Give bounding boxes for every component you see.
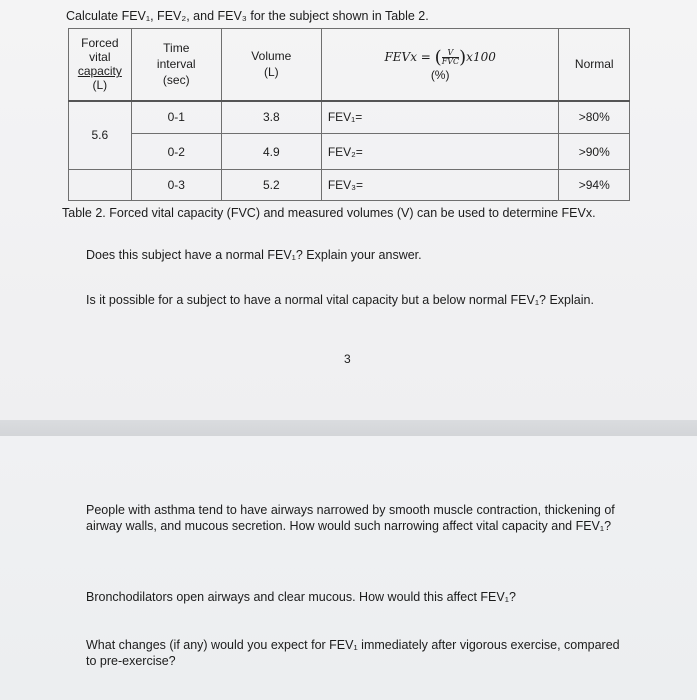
- table-row: [69, 101, 630, 134]
- header-interval-line3: (sec): [162, 73, 190, 88]
- fvc-table: [68, 28, 630, 201]
- header-fvc-line1: Forced: [81, 36, 119, 51]
- header-fvc: [69, 29, 132, 101]
- header-interval-line1: Time: [163, 41, 190, 56]
- header-interval: [131, 29, 221, 101]
- page-gap: [0, 420, 697, 436]
- fev-formula: FEVx = ( $\frac{V}{\text{FVC}}$ )x100: [384, 46, 496, 68]
- question-fev1-normal: Does this subject have a normal FEV₁? Explain your answer.: [86, 248, 422, 262]
- fev-answer-cell[interactable]: FEV₂=: [321, 134, 559, 170]
- header-volume: [221, 29, 321, 101]
- question-bronchodilators: Bronchodilators open airways and clear mucous. How would this affect FEV₁?: [86, 590, 516, 604]
- fvc-empty-cell: [69, 170, 132, 201]
- formula-fraction: [442, 49, 459, 66]
- table-row: [69, 134, 630, 170]
- header-fvc-line4: (L): [92, 78, 108, 93]
- question-exercise: What changes (if any) would you expect for FEV₁ immediately after vigorous exercise, compared to pre-exercise?: [86, 638, 620, 668]
- formula-numerator: V: [442, 49, 459, 58]
- fev-answer-cell[interactable]: FEV₁=: [321, 101, 559, 134]
- table-row: [69, 170, 630, 201]
- page-number: 3: [344, 352, 351, 366]
- header-interval-line2: interval: [156, 57, 196, 72]
- volume-cell: 3.8: [221, 101, 321, 134]
- table-caption: Table 2. Forced vital capacity (FVC) and measured volumes (V) can be used to determine FEVx.: [62, 206, 596, 220]
- formula-unit: (%): [430, 67, 450, 82]
- fvc-value-cell: 5.6: [69, 101, 132, 170]
- instruction-text: Calculate FEV₁, FEV₂, and FEV₃ for the subject shown in Table 2.: [66, 9, 429, 23]
- interval-cell: 0-3: [131, 170, 221, 201]
- question-asthma: People with asthma tend to have airways narrowed by smooth muscle contraction, thickening of airway walls, and mucous secretion. How would such narrowing affect vital capacity and FEV₁?: [86, 503, 615, 533]
- header-fvc-line3: capacity: [77, 64, 122, 79]
- header-formula: [321, 29, 559, 101]
- fev-answer-cell[interactable]: FEV₃=: [321, 170, 559, 201]
- formula-rhs: x100: [466, 49, 496, 64]
- normal-cell: >94%: [559, 170, 630, 201]
- question-vital-capacity: Is it possible for a subject to have a normal vital capacity but a below normal FEV₁? Explain.: [86, 293, 594, 307]
- header-volume-line1: Volume: [251, 49, 292, 64]
- formula-lhs: FEVx =: [384, 49, 435, 64]
- header-volume-line2: (L): [263, 65, 279, 80]
- header-fvc-line2: vital: [89, 50, 111, 65]
- table-header-row: [69, 29, 630, 101]
- interval-cell: 0-1: [131, 101, 221, 134]
- formula-denominator: FVC: [441, 56, 460, 66]
- volume-cell: 5.2: [221, 170, 321, 201]
- interval-cell: 0-2: [131, 134, 221, 170]
- volume-cell: 4.9: [221, 134, 321, 170]
- normal-cell: >90%: [559, 134, 630, 170]
- normal-cell: >80%: [559, 101, 630, 134]
- header-normal: Normal: [559, 29, 630, 101]
